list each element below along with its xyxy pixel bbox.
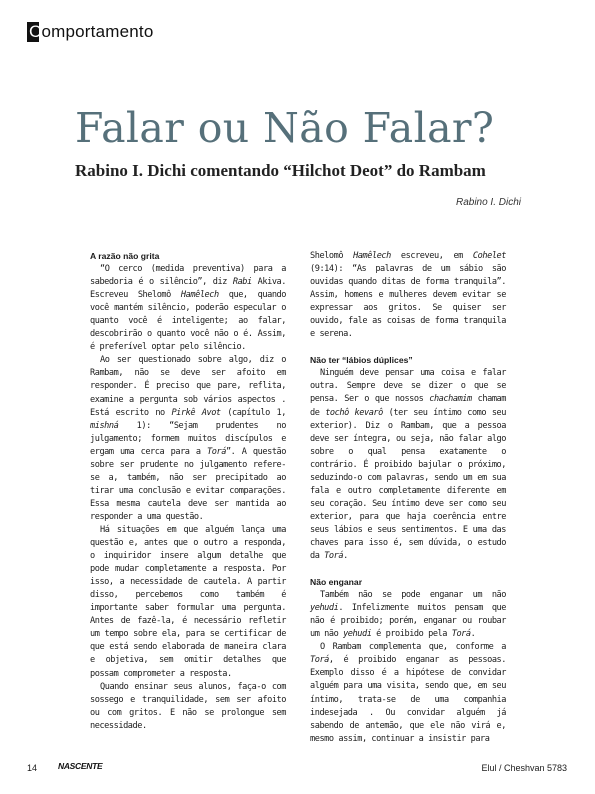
italic-term: Hamêlech (180, 290, 219, 301)
italic-term: yehudi (310, 603, 339, 614)
subheading: A razão não grita (90, 251, 160, 261)
paragraph: Ao ser questionado sobre algo, diz o Rambam, não se deve ser afoito em responder. É preciso que pare, reflita, examine a pergunta sob vários aspectos . Está escrito no Pirkê Avot (capítulo 1, mishná 1): “Sejam prudentes no julgamento; formem muitos discípulos e ergam uma cerca para a Torá”. A questão sobre ser prudente no julgamento refere-se a, também, não ser precipitado ao tirar uma conclusão e evitar comparações. Essa mesma cautela deve ser mantida ao responder a uma questão. (90, 355, 286, 522)
byline: Rabino I. Dichi (455, 197, 521, 208)
paragraph-gap (310, 563, 506, 576)
paragraph: O Rambam complementa que, conforme a Torá, é proibido enganar as pessoas. Exemplo disso é a hipótese de convidar alguém para uma visita, sendo que, em seu íntimo, trata-se de uma companhia indesejada . Ou convidar alguém já sabendo de antemão, que ele não virá e, mesmo assim, continuar a insistir para (310, 642, 506, 744)
italic-term: Torá (451, 629, 471, 640)
italic-term: mishná (90, 420, 119, 431)
text-column-left (90, 250, 286, 733)
paragraph: Quando ensinar seus alunos, faça-o com sossego e tranquilidade, sem ser afoito ou com gritos. E não se prolongue sem necessidade. (90, 681, 286, 731)
italic-term: Rabi (232, 277, 252, 288)
page-number: 14 (27, 763, 38, 773)
italic-term: Hamêlech (353, 251, 391, 261)
issue-label: Elul / Cheshvan 5783 (481, 763, 567, 773)
magazine-logo: NASCENTE (58, 761, 103, 771)
italic-term: Cohelet (472, 251, 506, 261)
italic-term: yehudi (343, 629, 372, 640)
italic-term: Torá (310, 655, 329, 666)
paragraph: “O cerco (medida preventiva) para a sabedoria é o silêncio”, diz Rabi Akiva. Escreveu Shelomô Hamêlech que, quando você mantém silêncio, poderão especular o quanto você é inteligente; ao falar, descobrirão o quanto você não o é. Assim, é preferível optar pelo silêncio. (90, 264, 287, 353)
italic-term: Pirkê Avot (171, 407, 221, 418)
section-first-letter: C (29, 22, 42, 41)
italic-term: Torá (207, 446, 226, 457)
text-column-right (310, 250, 506, 746)
subheading: Não enganar (310, 577, 363, 588)
article-subtitle: Rabino I. Dichi comentando “Hilchot Deot” do Rambam (75, 161, 486, 180)
paragraph: Também não se pode enganar um não yehudi. Infelizmente muitos pensam que não é proibido; porém, enganar ou roubar um não yehudi é proibido pela Torá. (310, 590, 506, 640)
italic-term: Torá (324, 551, 344, 562)
italic-term: tochô kevarô (325, 407, 383, 418)
paragraph: Há situações em que alguém lança uma questão e, antes que o outro a responda, o inquiridor insere algum detalhe que pode mudar completamente a resposta. Por isso, a necessidade de cautela. A partir disso, percebemos como também é importante saber formular uma pergunta. Antes de fazê-la, é necessário refletir um tempo sobre ela, para se certificar de que está sendo elaborada de maneira clara e objetiva, sem omitir detalhes que possam comprometer a resposta. (90, 524, 286, 679)
section-label-rest: omportamento (41, 22, 154, 41)
paragraph-gap (310, 341, 506, 354)
subheading: Não ter “lábios dúplices” (310, 355, 413, 366)
italic-term: chachamim (429, 394, 472, 405)
article-title: Falar ou Não Falar? (75, 104, 495, 152)
section-header (27, 22, 154, 42)
paragraph: Shelomô Hamêlech escreveu, em Cohelet (9:14): “As palavras de um sábio são ouvidas quando ditas de forma tranquila”. Assim, homens e mulheres devem evitar se expressar aos gritos. Se quiser ser ouvido, fale as coisas de forma tranquila e serena. (310, 251, 506, 340)
paragraph: Ninguém deve pensar uma coisa e falar outra. Sempre deve se dizer o que se pensa. Ser o que nossos chachamim chamam de tochô kevarô (ter seu íntimo como seu exterior). Diz o Rambam, que a pessoa deve ser íntegra, ou seja, não falar algo sobre o qual pensa exatamente o contrário. É proibido bajular o próximo, seduzindo-o com palavras, sendo um em sua fala e outro completamente diferente em seu coração. Seu íntimo deve ser como seu exterior, para que haja coerência entre seus lábios e seus sentimentos. E uma das chaves para isso é, sem dúvida, o estudo da Torá. (310, 368, 507, 562)
section-label (27, 22, 154, 42)
